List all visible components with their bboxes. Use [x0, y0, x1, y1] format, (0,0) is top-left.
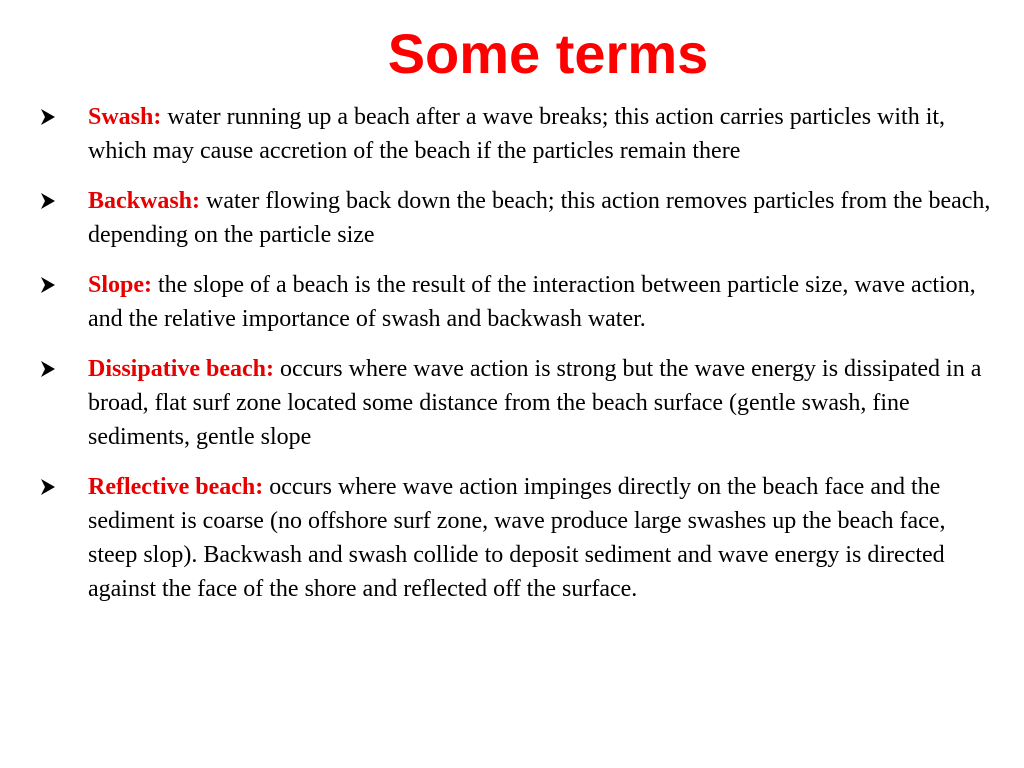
term-item-backwash	[40, 184, 1000, 252]
term-definition: occurs where wave action is strong but the wave energy is dissipated in a broad, flat surf zone located some distance from the beach surface (gentle swash, fine sediments, gentle slope	[88, 356, 982, 450]
term-name: Backwash:	[88, 188, 201, 214]
term-item-dissipative-beach	[40, 352, 1000, 454]
arrow-bullet-icon	[40, 470, 60, 504]
arrow-bullet-icon	[40, 100, 60, 134]
term-name: Swash:	[88, 104, 162, 130]
arrow-bullet-icon	[40, 184, 60, 218]
arrow-bullet-icon	[40, 352, 60, 386]
term-item-reflective-beach	[40, 470, 1000, 606]
arrow-bullet-icon	[40, 268, 60, 302]
term-definition: the slope of a beach is the result of the interaction between particle size, wave action, and the relative importance of swash and backwash water.	[88, 272, 976, 332]
slide-title: Some terms	[387, 22, 709, 85]
term-definition: water flowing back down the beach; this action removes particles from the beach, depending on the particle size	[88, 188, 991, 248]
term-name: Reflective beach:	[88, 474, 264, 500]
term-item-swash	[40, 100, 1000, 168]
term-item-slope	[40, 268, 1000, 336]
term-list	[40, 100, 1000, 622]
term-name: Dissipative beach:	[88, 356, 274, 382]
term-definition: water running up a beach after a wave breaks; this action carries particles with it, which may cause accretion of the beach if the particles remain there	[88, 104, 946, 164]
term-name: Slope:	[88, 272, 153, 298]
term-definition: occurs where wave action impinges directly on the beach face and the sediment is coarse (no offshore surf zone, wave produce large swashes up the beach face, steep slop). Backwash and swash collide to deposit sediment and wave energy is directed against the face of the shore and reflected off the surface.	[88, 474, 946, 602]
